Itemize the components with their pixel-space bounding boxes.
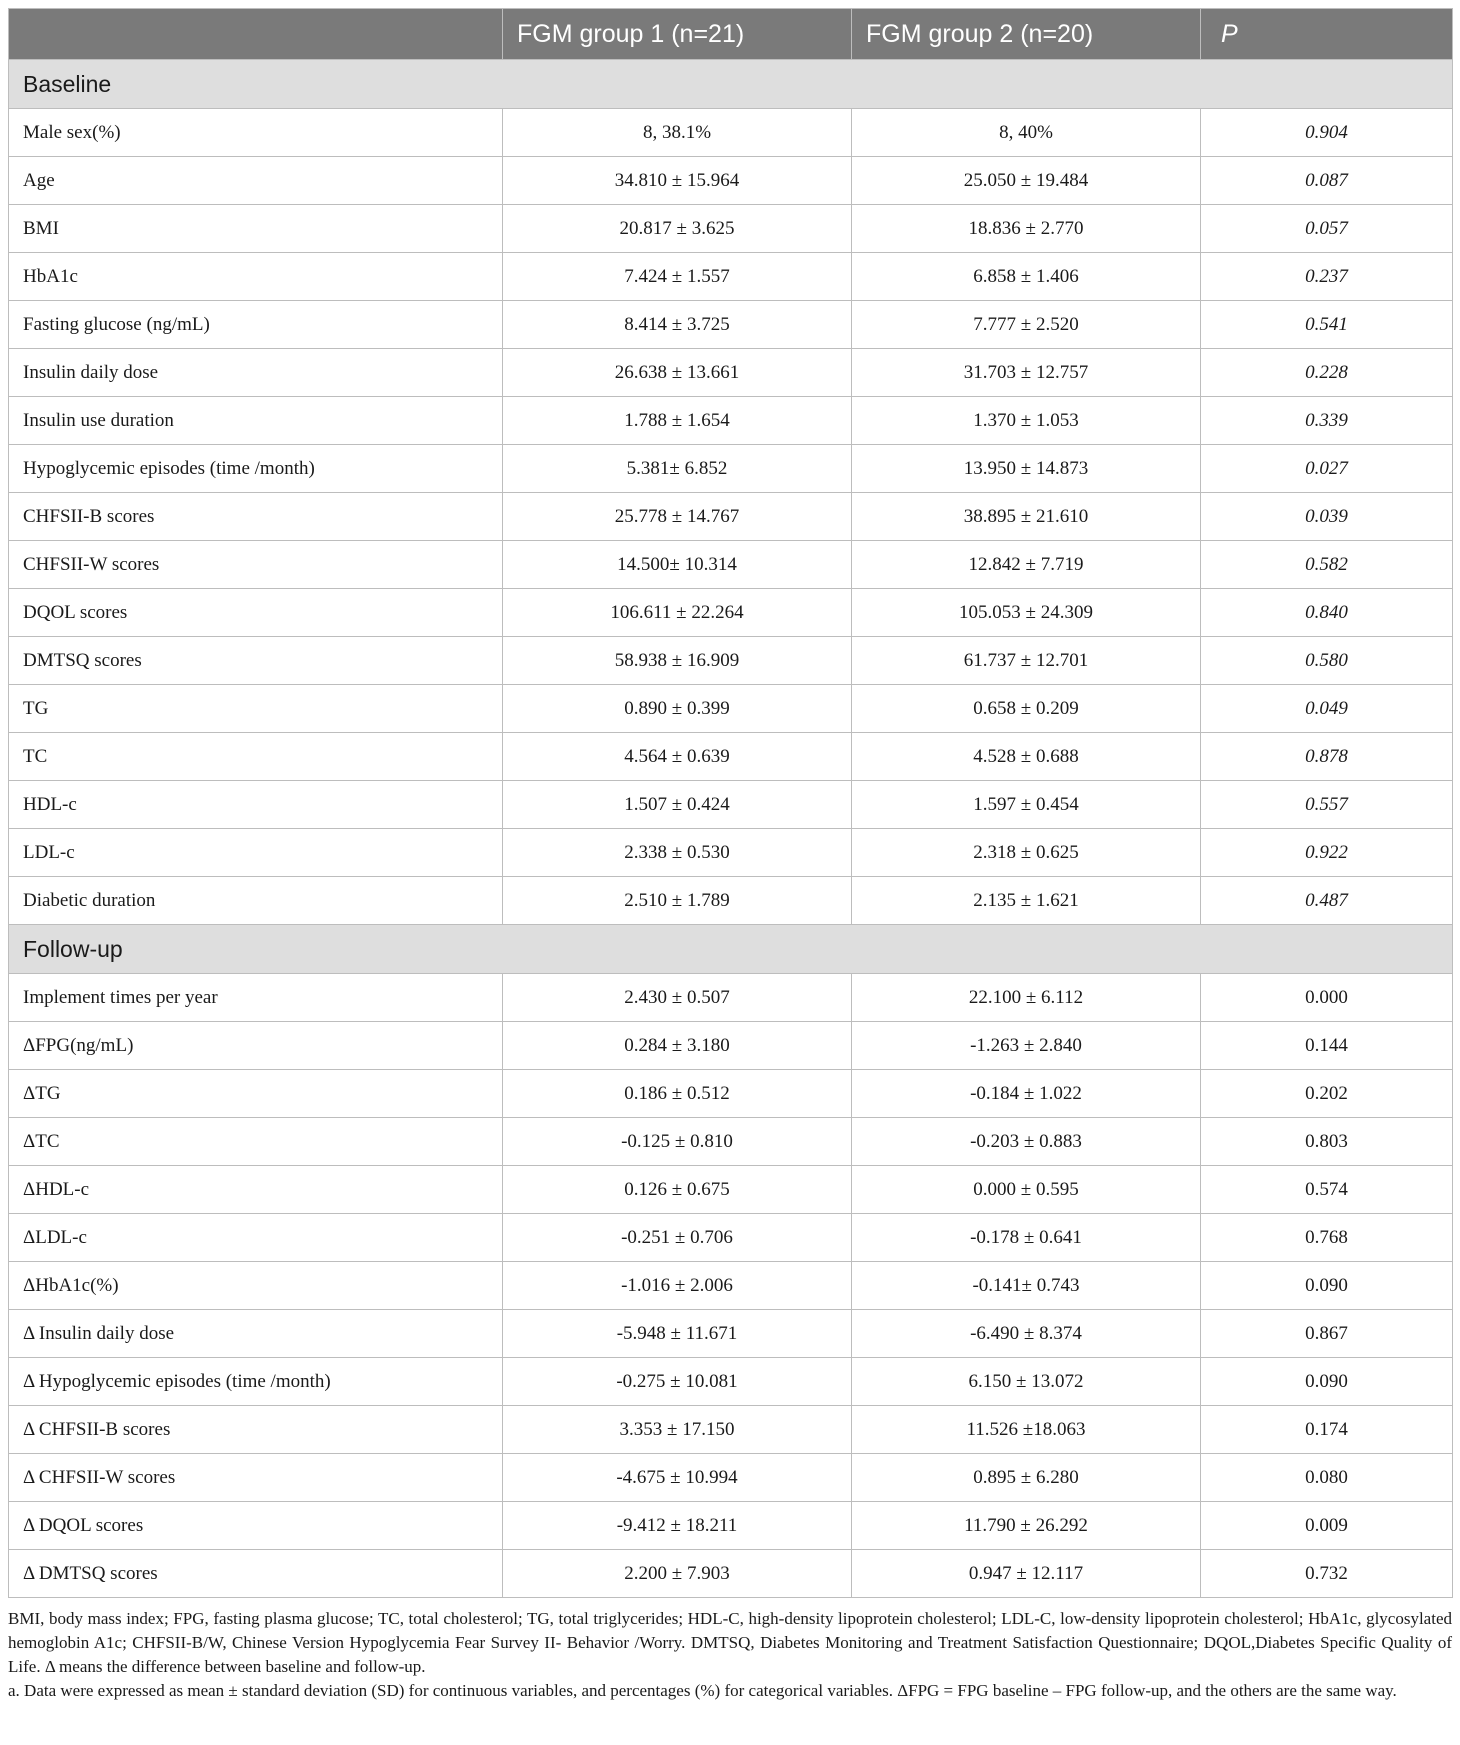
group1-value: 1.507 ± 0.424 <box>503 781 852 829</box>
section-row-baseline <box>9 60 1453 109</box>
group1-value: 7.424 ± 1.557 <box>503 253 852 301</box>
row-label: DQOL scores <box>9 589 503 637</box>
row-label: TG <box>9 685 503 733</box>
group1-value: 1.788 ± 1.654 <box>503 397 852 445</box>
table-row <box>9 877 1453 925</box>
row-label: DMTSQ scores <box>9 637 503 685</box>
group1-value: -0.275 ± 10.081 <box>503 1358 852 1406</box>
p-value: 0.878 <box>1201 733 1453 781</box>
row-label: Δ CHFSII-B scores <box>9 1406 503 1454</box>
group2-value: 11.790 ± 26.292 <box>852 1502 1201 1550</box>
table-header <box>9 9 1453 60</box>
p-value: 0.202 <box>1201 1070 1453 1118</box>
p-value: 0.174 <box>1201 1406 1453 1454</box>
row-label: Δ DQOL scores <box>9 1502 503 1550</box>
row-label: HDL-c <box>9 781 503 829</box>
p-value: 0.000 <box>1201 974 1453 1022</box>
group2-value: -0.203 ± 0.883 <box>852 1118 1201 1166</box>
group2-value: 25.050 ± 19.484 <box>852 157 1201 205</box>
header-group2: FGM group 2 (n=20) <box>852 9 1201 60</box>
p-value: 0.087 <box>1201 157 1453 205</box>
table-row <box>9 637 1453 685</box>
table-row <box>9 829 1453 877</box>
table-row <box>9 1406 1453 1454</box>
table-row <box>9 493 1453 541</box>
row-label: Hypoglycemic episodes (time /month) <box>9 445 503 493</box>
group1-value: -5.948 ± 11.671 <box>503 1310 852 1358</box>
group1-value: 14.500± 10.314 <box>503 541 852 589</box>
group1-value: 0.284 ± 3.180 <box>503 1022 852 1070</box>
group2-value: 8, 40% <box>852 109 1201 157</box>
p-value: 0.090 <box>1201 1358 1453 1406</box>
group2-value: -0.178 ± 0.641 <box>852 1214 1201 1262</box>
row-label: Δ Insulin daily dose <box>9 1310 503 1358</box>
row-label: BMI <box>9 205 503 253</box>
table-row <box>9 205 1453 253</box>
group2-value: 2.318 ± 0.625 <box>852 829 1201 877</box>
row-label: LDL-c <box>9 829 503 877</box>
abbreviation-note: BMI, body mass index; FPG, fasting plasma glucose; TC, total cholesterol; TG, total triglycerides; HDL-C, high-density lipoprotein cholesterol; LDL-C, low-density lipoprotein cholesterol; HbA1c, glycosylated hemoglobin A1c; CHFSII-B/W, Chinese Version Hypoglycemia Fear Survey II- Behavior /Worry. DMTSQ, Diabetes Monitoring and Treatment Satisfaction Questionnaire; DQOL,Diabetes Specific Quality of Life. Δ means the difference between baseline and follow-up. <box>8 1609 1452 1676</box>
row-label: Implement times per year <box>9 974 503 1022</box>
row-label: ΔHbA1c(%) <box>9 1262 503 1310</box>
group2-value: -1.263 ± 2.840 <box>852 1022 1201 1070</box>
table-row <box>9 157 1453 205</box>
row-label: Δ DMTSQ scores <box>9 1550 503 1598</box>
row-label: Fasting glucose (ng/mL) <box>9 301 503 349</box>
header-group1: FGM group 1 (n=21) <box>503 9 852 60</box>
group1-value: 26.638 ± 13.661 <box>503 349 852 397</box>
section-title: Baseline <box>9 60 1453 109</box>
row-label: Insulin daily dose <box>9 349 503 397</box>
section-title: Follow-up <box>9 925 1453 974</box>
p-value: 0.557 <box>1201 781 1453 829</box>
group2-value: 11.526 ±18.063 <box>852 1406 1201 1454</box>
table-row <box>9 733 1453 781</box>
table-notes <box>8 1607 1452 1703</box>
p-value: 0.803 <box>1201 1118 1453 1166</box>
group2-value: 2.135 ± 1.621 <box>852 877 1201 925</box>
table-row <box>9 1166 1453 1214</box>
p-value: 0.049 <box>1201 685 1453 733</box>
table-row <box>9 1262 1453 1310</box>
row-label: Δ Hypoglycemic episodes (time /month) <box>9 1358 503 1406</box>
group1-value: 0.890 ± 0.399 <box>503 685 852 733</box>
group2-value: 31.703 ± 12.757 <box>852 349 1201 397</box>
p-value: 0.580 <box>1201 637 1453 685</box>
group2-value: -0.184 ± 1.022 <box>852 1070 1201 1118</box>
baseline-section <box>9 60 1453 925</box>
footnote-a: a. Data were expressed as mean ± standard deviation (SD) for continuous variables, and percentages (%) for categorical variables. ΔFPG = FPG baseline – FPG follow-up, and the others are the same way. <box>8 1681 1397 1700</box>
group2-value: -0.141± 0.743 <box>852 1262 1201 1310</box>
followup-section <box>9 925 1453 1598</box>
table-row <box>9 974 1453 1022</box>
p-value: 0.080 <box>1201 1454 1453 1502</box>
table-row <box>9 1070 1453 1118</box>
group1-value: 0.186 ± 0.512 <box>503 1070 852 1118</box>
table-row <box>9 1310 1453 1358</box>
p-value: 0.228 <box>1201 349 1453 397</box>
row-label: CHFSII-B scores <box>9 493 503 541</box>
p-value: 0.090 <box>1201 1262 1453 1310</box>
row-label: ΔTG <box>9 1070 503 1118</box>
table-row <box>9 301 1453 349</box>
group1-value: 2.200 ± 7.903 <box>503 1550 852 1598</box>
group2-value: 0.658 ± 0.209 <box>852 685 1201 733</box>
group1-value: 58.938 ± 16.909 <box>503 637 852 685</box>
table-row <box>9 1502 1453 1550</box>
table-row <box>9 781 1453 829</box>
p-value: 0.582 <box>1201 541 1453 589</box>
group1-value: 34.810 ± 15.964 <box>503 157 852 205</box>
table-row <box>9 541 1453 589</box>
row-label: Diabetic duration <box>9 877 503 925</box>
p-value: 0.574 <box>1201 1166 1453 1214</box>
group2-value: 0.895 ± 6.280 <box>852 1454 1201 1502</box>
group1-value: -4.675 ± 10.994 <box>503 1454 852 1502</box>
group1-value: 8.414 ± 3.725 <box>503 301 852 349</box>
header-variable <box>9 9 503 60</box>
group1-value: 0.126 ± 0.675 <box>503 1166 852 1214</box>
group2-value: 0.947 ± 12.117 <box>852 1550 1201 1598</box>
group1-value: -0.251 ± 0.706 <box>503 1214 852 1262</box>
table-row <box>9 1022 1453 1070</box>
group1-value: 2.510 ± 1.789 <box>503 877 852 925</box>
table-container <box>8 8 1452 1703</box>
table-row <box>9 589 1453 637</box>
group1-value: 25.778 ± 14.767 <box>503 493 852 541</box>
group2-value: 18.836 ± 2.770 <box>852 205 1201 253</box>
group1-value: 2.338 ± 0.530 <box>503 829 852 877</box>
row-label: Insulin use duration <box>9 397 503 445</box>
table-row <box>9 445 1453 493</box>
group1-value: 106.611 ± 22.264 <box>503 589 852 637</box>
group1-value: 2.430 ± 0.507 <box>503 974 852 1022</box>
group2-value: 22.100 ± 6.112 <box>852 974 1201 1022</box>
table-row <box>9 109 1453 157</box>
group2-value: 6.858 ± 1.406 <box>852 253 1201 301</box>
row-label: ΔTC <box>9 1118 503 1166</box>
group2-value: 1.597 ± 0.454 <box>852 781 1201 829</box>
p-value: 0.732 <box>1201 1550 1453 1598</box>
p-value: 0.904 <box>1201 109 1453 157</box>
group2-value: 61.737 ± 12.701 <box>852 637 1201 685</box>
group2-value: 6.150 ± 13.072 <box>852 1358 1201 1406</box>
group2-value: 4.528 ± 0.688 <box>852 733 1201 781</box>
section-row-followup <box>9 925 1453 974</box>
table-row <box>9 1358 1453 1406</box>
group1-value: 3.353 ± 17.150 <box>503 1406 852 1454</box>
group2-value: 13.950 ± 14.873 <box>852 445 1201 493</box>
group2-value: 12.842 ± 7.719 <box>852 541 1201 589</box>
p-value: 0.237 <box>1201 253 1453 301</box>
table-row <box>9 1454 1453 1502</box>
table-row <box>9 1550 1453 1598</box>
table-row <box>9 1214 1453 1262</box>
p-value: 0.339 <box>1201 397 1453 445</box>
p-value: 0.840 <box>1201 589 1453 637</box>
group1-value: 8, 38.1% <box>503 109 852 157</box>
row-label: ΔLDL-c <box>9 1214 503 1262</box>
table-row <box>9 685 1453 733</box>
row-label: TC <box>9 733 503 781</box>
group2-value: 0.000 ± 0.595 <box>852 1166 1201 1214</box>
group1-value: 4.564 ± 0.639 <box>503 733 852 781</box>
row-label: ΔFPG(ng/mL) <box>9 1022 503 1070</box>
header-row <box>9 9 1453 60</box>
table-row <box>9 1118 1453 1166</box>
group2-value: 1.370 ± 1.053 <box>852 397 1201 445</box>
comparison-table <box>8 8 1453 1598</box>
row-label: Age <box>9 157 503 205</box>
row-label: Male sex(%) <box>9 109 503 157</box>
p-value: 0.922 <box>1201 829 1453 877</box>
table-row <box>9 397 1453 445</box>
p-value: 0.768 <box>1201 1214 1453 1262</box>
p-value: 0.541 <box>1201 301 1453 349</box>
group1-value: -1.016 ± 2.006 <box>503 1262 852 1310</box>
p-value: 0.009 <box>1201 1502 1453 1550</box>
row-label: ΔHDL-c <box>9 1166 503 1214</box>
p-value: 0.867 <box>1201 1310 1453 1358</box>
p-value: 0.039 <box>1201 493 1453 541</box>
table-row <box>9 349 1453 397</box>
table-row <box>9 253 1453 301</box>
group1-value: 5.381± 6.852 <box>503 445 852 493</box>
group2-value: 7.777 ± 2.520 <box>852 301 1201 349</box>
p-value: 0.027 <box>1201 445 1453 493</box>
row-label: CHFSII-W scores <box>9 541 503 589</box>
row-label: Δ CHFSII-W scores <box>9 1454 503 1502</box>
p-value: 0.144 <box>1201 1022 1453 1070</box>
p-value: 0.057 <box>1201 205 1453 253</box>
group2-value: 38.895 ± 21.610 <box>852 493 1201 541</box>
p-value: 0.487 <box>1201 877 1453 925</box>
group2-value: -6.490 ± 8.374 <box>852 1310 1201 1358</box>
group1-value: -9.412 ± 18.211 <box>503 1502 852 1550</box>
header-p-value: P <box>1201 9 1453 60</box>
group2-value: 105.053 ± 24.309 <box>852 589 1201 637</box>
row-label: HbA1c <box>9 253 503 301</box>
group1-value: -0.125 ± 0.810 <box>503 1118 852 1166</box>
group1-value: 20.817 ± 3.625 <box>503 205 852 253</box>
